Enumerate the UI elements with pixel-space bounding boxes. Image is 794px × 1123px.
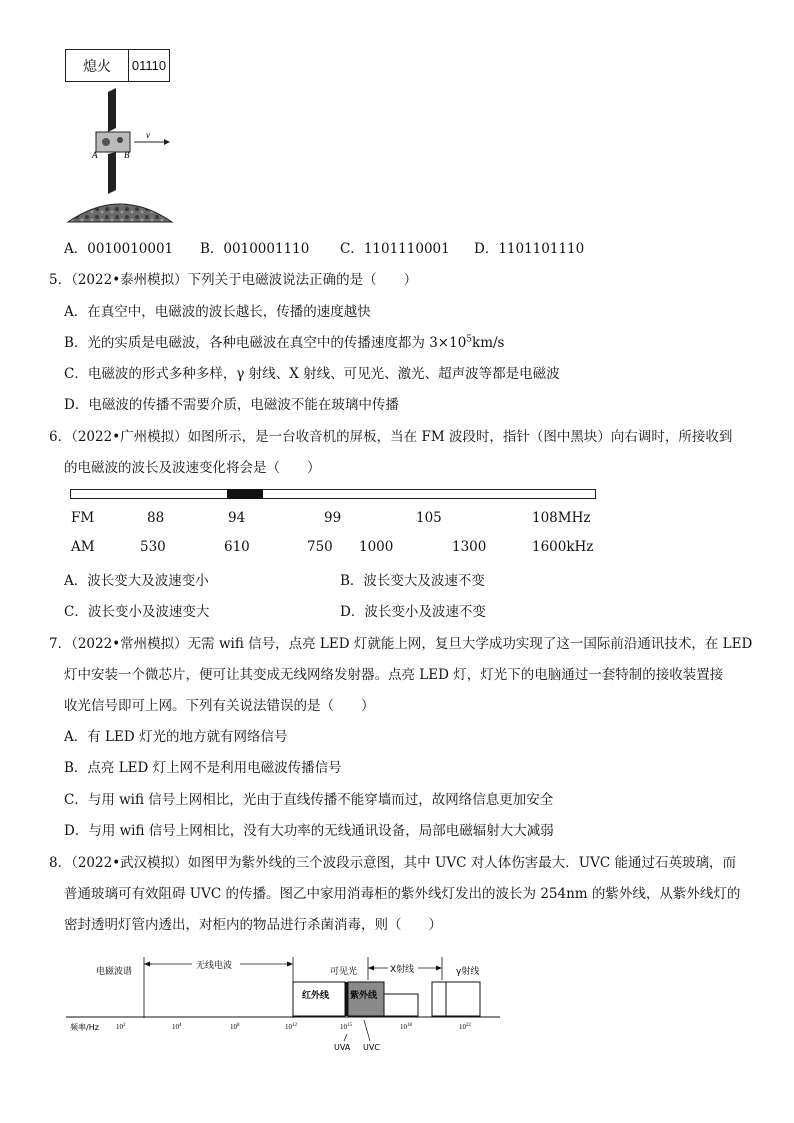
q6-option-c: C．波长变小及波速变大 [64,604,210,620]
q7-stem-line2: 灯中安装一个微芯片，便可让其变成无线网络发射器。点亮 LED 灯，灯光下的电脑通过一套特制的接收装置接 [64,667,724,683]
xray-band [384,994,418,1016]
q4-option-a: A．0010010001 [64,241,174,257]
q5-option-a: A．在真空中，电磁波的波长越长，传播的速度越快 [64,304,371,320]
q8-stem-line3: 密封透明灯管内透出，对柜内的物品进行杀菌消毒，则（ ） [64,917,442,933]
q5-option-c: C．电磁波的形式多种多样，γ 射线、X 射线、可见光、激光、超声波等都是电磁波 [64,366,560,382]
fm-tick-94: 94 [228,510,246,526]
am-tick-530: 530 [140,539,166,555]
q5-stem: 5．（2022•泰州模拟）下列关于电磁波说法正确的是（ ） [49,272,418,288]
infrared-label: 红外线 [302,991,330,1001]
fm-tick-88: 88 [147,510,165,526]
q7-stem-line1: 7．（2022•常州模拟）无需 wifi 信号，点亮 LED 灯就能上网，复旦大学成功实现了这一国际前沿通讯技术，在 LED [49,636,753,652]
table-code: 01110 [131,58,167,73]
q8-stem-line2: 普通玻璃可有效阻碍 UVC 的传播。图乙中家用消毒柜的紫外线灯发出的波长为 254nm 的紫外线，从紫外线灯的 [64,886,741,902]
q7-option-d: D．与用 wifi 信号上网相比，没有大功率的无线通讯设备，局部电磁辐射大大减弱 [64,823,554,839]
q7-option-a: A．有 LED 灯光的地方就有网络信号 [64,729,288,745]
gamma-ray-label: γ射线 [456,967,480,977]
em-spectrum-diagram [64,950,504,1054]
q7-stem-line3: 收光信号即可上网。下列有关说法错误的是（ ） [64,698,375,714]
uva-label: UVA [334,1043,351,1052]
q6-option-a: A．波长变大及波速变小 [64,573,209,589]
q7-option-c: C．与用 wifi 信号上网相比，光由于直线传播不能穿墙而过，故网络信息更加安全 [64,792,554,808]
ultraviolet-label: 紫外线 [350,991,378,1001]
frequency-ticks [116,1023,472,1031]
q4-option-b: B．0010001110 [200,241,310,257]
frequency-axis-label: 频率/Hz [70,1023,99,1032]
tick-1e8: $10^8$ [230,1023,240,1031]
q7-option-b: B．点亮 LED 灯上网不是利用电磁波传播信号 [64,760,342,776]
q5-option-b: B．光的实质是电磁波，各种电磁波在真空中的传播速度都为 $3\times 10^5km/s$ [64,334,505,351]
am-tick-750: 750 [307,539,333,555]
gamma-band-a [432,982,446,1016]
code-table [65,49,170,82]
q4-option-d: D．1101101110 [474,241,585,257]
q8-stem-line1: 8．（2022•武汉模拟）如图甲为紫外线的三个波段示意图，其中 UVC 对人体伤害最大．UVC 能通过石英玻璃，而 [49,855,736,871]
xray-label: X射线 [390,965,415,975]
fm-tick-105: 105 [416,510,442,526]
am-label: AM [71,539,95,555]
radio-dial-bar [70,489,596,499]
fm-tick-108: 108MHz [532,510,591,526]
q6-option-b: B．波长变大及波速不变 [340,573,485,589]
gamma-band-b [446,982,480,1016]
fm-label: FM [71,510,95,526]
q6-option-d: D．波长变小及波速不变 [340,604,486,620]
q6-stem-line1: 6．（2022•广州模拟）如图所示，是一台收音机的屏板，当在 FM 波段时，指针（图中黑块）向右调时，所接收到 [49,429,733,445]
table-label: 熄火 [66,50,129,81]
dial-pointer [227,489,263,499]
svg-text:B: B [124,150,130,160]
tick-1e4: $10^4$ [172,1023,182,1031]
uvc-label: UVC [363,1043,380,1052]
q6-stem-line2: 的电磁波的波长及波速变化将会是（ ） [64,460,321,476]
am-tick-1000: 1000 [359,539,394,555]
tick-1e22: $10^{22}$ [459,1023,471,1031]
satellite-figure [64,86,176,224]
q5-option-d: D．电磁波的传播不需要介质，电磁波不能在玻璃中传播 [64,397,399,413]
tick-1e12: $10^{12}$ [285,1023,297,1031]
am-tick-1600: 1600kHz [532,539,594,555]
tick-1e15: $10^{15}$ [340,1023,352,1031]
am-tick-1300: 1300 [452,539,487,555]
tick-1e18: $10^{18}$ [400,1023,412,1031]
tick-1e2: $10^2$ [116,1023,126,1031]
q4-option-c: C．1101110001 [340,241,450,257]
svg-text:A: A [92,150,98,160]
em-spectrum-label: 电磁波谱 [96,967,133,977]
am-tick-610: 610 [224,539,250,555]
radio-wave-label: 无线电波 [196,961,233,971]
visible-light-label: 可见光 [330,967,358,977]
svg-text:v: v [146,130,150,140]
q4-options [64,237,664,255]
fm-tick-99: 99 [324,510,342,526]
